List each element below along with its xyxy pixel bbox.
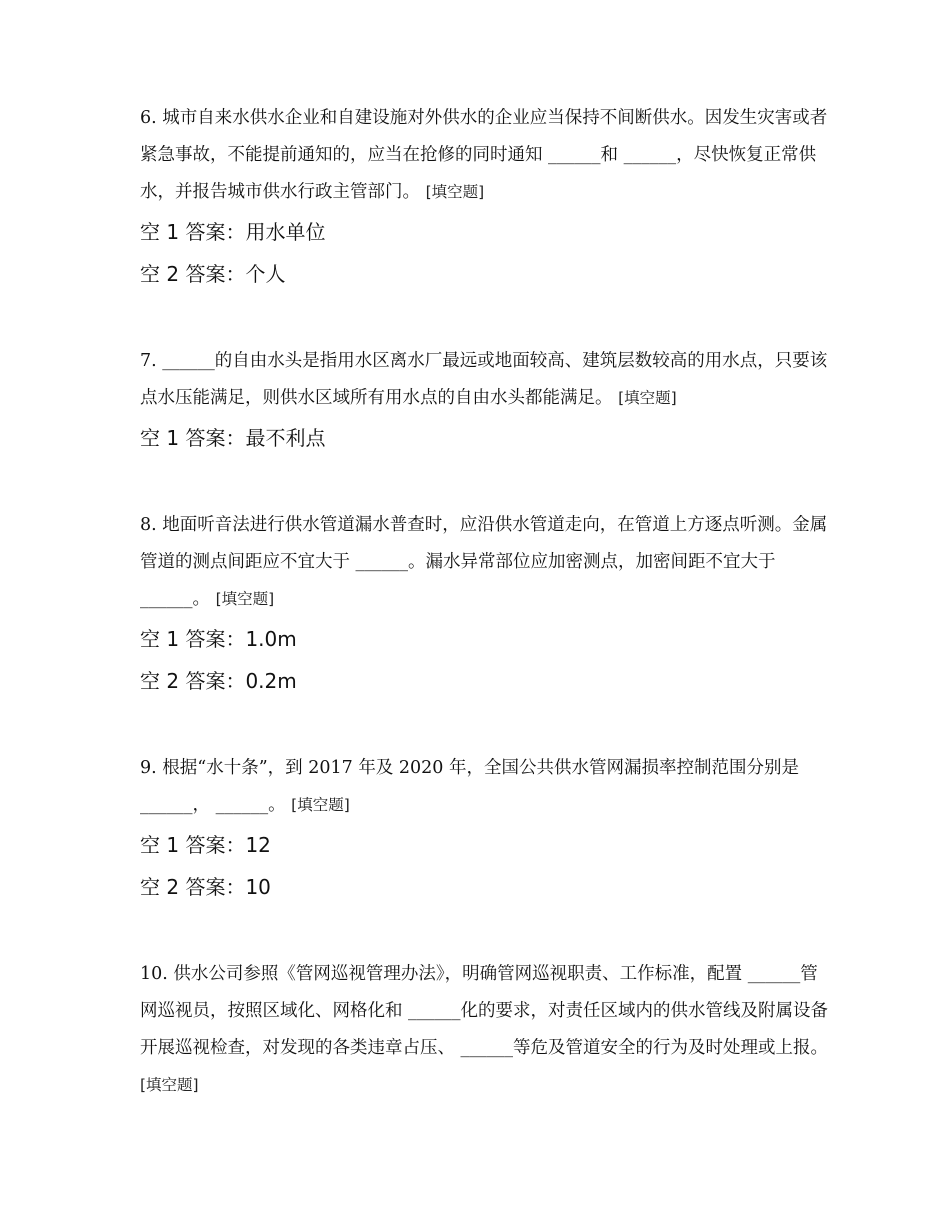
question-6 (140, 100, 830, 295)
answer-line (140, 618, 830, 660)
answer-line (140, 866, 830, 908)
question-text: 9. 根据“水十条”，到 2017 年及 2020 年，全国公共供水管网漏损率控制范围分别是 ______， ______。 (140, 758, 799, 815)
question-stem (140, 956, 830, 1104)
question-type-tag: [填空题] (215, 590, 275, 608)
answer-value: 10 (245, 875, 271, 899)
question-9 (140, 750, 830, 908)
question-list (140, 100, 830, 1104)
answer-label: 空 2 答案： (140, 262, 246, 286)
answer-label: 空 1 答案： (140, 833, 246, 857)
question-text: 7. ______的自由水头是指用水区离水厂最远或地面较高、建筑层数较高的用水点，只要该点水压能满足，则供水区域所有用水点的自由水头都能满足。 (140, 351, 828, 408)
answer-line (140, 417, 830, 459)
question-type-tag: [填空题] (140, 1076, 199, 1094)
answer-value: 1.0m (245, 627, 297, 651)
answer-value: 0.2m (245, 669, 297, 693)
answer-value: 最不利点 (245, 426, 326, 450)
answer-line (140, 824, 830, 866)
answer-value: 个人 (245, 262, 286, 286)
question-stem (140, 343, 830, 417)
answer-label: 空 1 答案： (140, 426, 246, 450)
question-stem (140, 750, 830, 824)
question-text: 8. 地面听音法进行供水管道漏水普查时，应沿供水管道走向，在管道上方逐点听测。金属管道的测点间距应不宜大于 ______。漏水异常部位应加密测点，加密间距不宜大于 ______。 (140, 515, 828, 609)
answer-line (140, 253, 830, 295)
question-text: 6. 城市自来水供水企业和自建设施对外供水的企业应当保持不间断供水。因发生灾害或者紧急事故，不能提前通知的，应当在抢修的同时通知 ______和 ______，尽快恢复正常供水，并报告城市供水行政主管部门。 (140, 108, 828, 202)
answer-line (140, 660, 830, 702)
answer-line (140, 211, 830, 253)
question-type-tag: [填空题] (618, 389, 677, 407)
answer-label: 空 1 答案： (140, 627, 246, 651)
question-text: 10. 供水公司参照《管网巡视管理办法》，明确管网巡视职责、工作标准，配置 ______管网巡视员，按照区域化、网格化和 ______化的要求，对责任区域内的供水管线及附属设备开展巡视检查，对发现的各类违章占压、 ______等危及管道安全的行为及时处理或上报。 (140, 964, 829, 1058)
answer-label: 空 2 答案： (140, 875, 246, 899)
question-10 (140, 956, 830, 1104)
question-type-tag: [填空题] (425, 183, 485, 201)
question-7 (140, 343, 830, 459)
question-type-tag: [填空题] (291, 796, 350, 814)
answer-value: 12 (245, 833, 271, 857)
answer-label: 空 2 答案： (140, 669, 246, 693)
question-stem (140, 100, 830, 211)
answer-value: 用水单位 (245, 220, 326, 244)
answer-label: 空 1 答案： (140, 220, 246, 244)
question-8 (140, 507, 830, 702)
question-stem (140, 507, 830, 618)
